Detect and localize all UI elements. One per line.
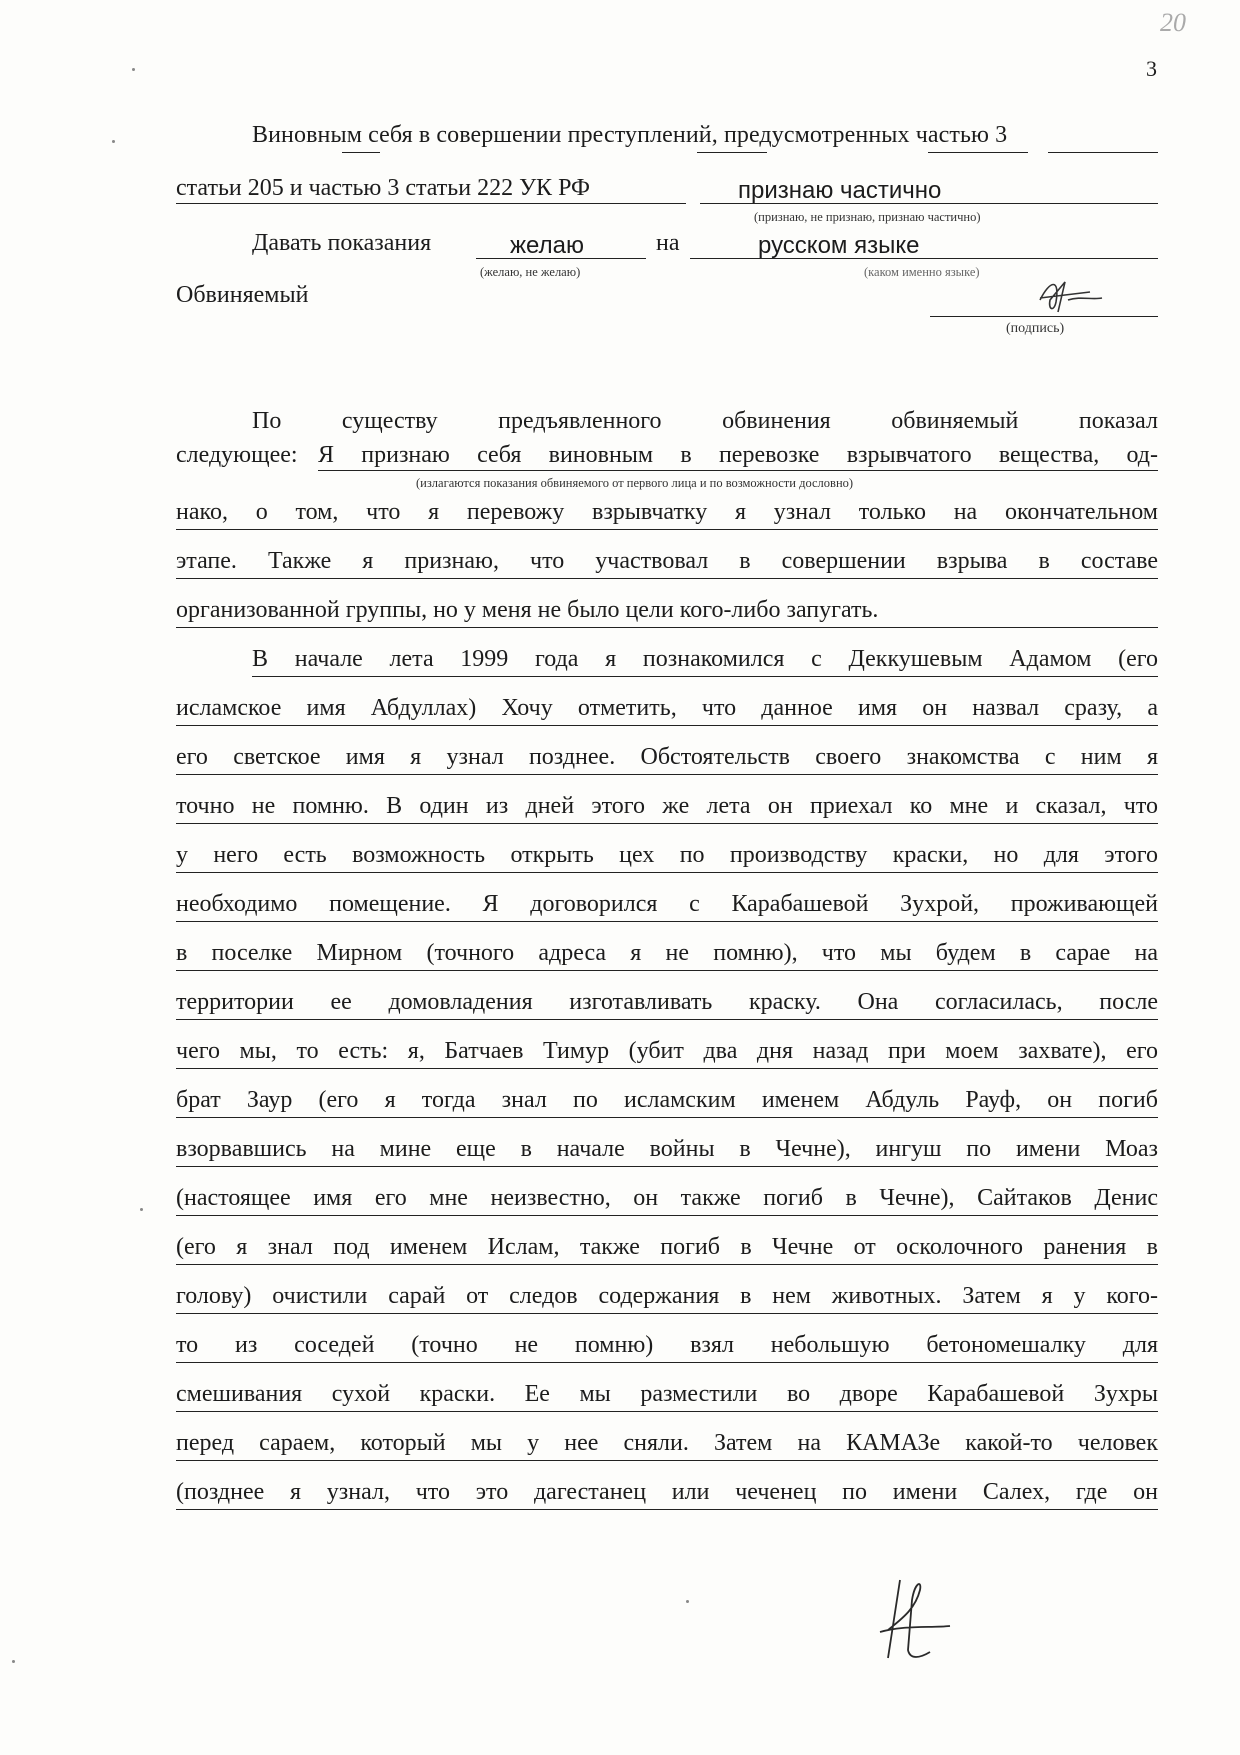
statement-line: чего мы, то есть: я, Батчаев Тимур (убит два дня назад при моем захвате), его <box>176 1038 1158 1064</box>
signature-hint: (подпись) <box>1006 321 1065 336</box>
statement-line: этапе. Также я признаю, что участвовал в совершении взрыва в составе <box>176 548 1158 574</box>
statement-intro-prefix: следующее: <box>176 442 298 468</box>
statement-intro-line-2-text: Я признаю себя виновным в перевозке взрывчатого вещества, од- <box>318 442 1158 468</box>
willing-hint: (желаю, не желаю) <box>480 265 581 279</box>
corner-mark: 20 <box>1160 8 1186 37</box>
statement-line: точно не помню. В один из дней этого же лета он приехал ко мне и сказал, что <box>176 793 1158 819</box>
on-label: на <box>656 230 680 256</box>
statement-line: перед сараем, который мы у нее сняли. Затем на КАМАЗе какой-то человек <box>176 1430 1158 1456</box>
statement-intro-line-1 <box>252 408 1158 435</box>
plea-hint: (признаю, не признаю, признаю частично) <box>754 210 981 224</box>
accused-label: Обвиняемый <box>176 282 309 308</box>
statement-line: нако, о том, что я перевожу взрывчатку я узнал только на окончательном <box>176 499 1158 525</box>
statement-line: его светское имя я узнал позднее. Обстоятельств своего знакомства с ним я <box>176 744 1158 770</box>
statement-line: (позднее я узнал, что это дагестанец или чеченец по имени Салех, где он <box>176 1479 1158 1505</box>
guilt-line-1: Виновным себя в совершении преступлений, предусмотренных частью 3 <box>252 122 1008 148</box>
statement-line: брат Заур (его я тогда знал по исламским именем Абдуль Рауф, он погиб <box>176 1087 1158 1113</box>
signature-mark-bottom <box>860 1570 970 1670</box>
plea-value: признаю частично <box>738 177 942 204</box>
statement-line: голову) очистили сарай от следов содержания в нем животных. Затем я у кого- <box>176 1283 1158 1309</box>
page-number: 3 <box>1146 56 1157 81</box>
statement-line: (настоящее имя его мне неизвестно, он также погиб в Чечне), Сайтаков Денис <box>176 1185 1158 1211</box>
statement-line: (его я знал под именем Ислам, также погиб в Чечне от осколочного ранения в <box>176 1234 1158 1260</box>
statement-line: смешивания сухой краски. Ее мы разместили во дворе Карабашевой Зухры <box>176 1381 1158 1407</box>
language-hint: (каком именно языке) <box>864 265 980 279</box>
statement-intro-line-2 <box>318 442 1158 469</box>
statement-line: необходимо помещение. Я договорился с Карабашевой Зухрой, проживающей <box>176 891 1158 917</box>
statement-line: В начале лета 1999 года я познакомился с Деккушевым Адамом (его <box>252 646 1158 672</box>
guilt-line-2-prefix: статьи 205 и частью 3 статьи 222 УК РФ <box>176 175 590 201</box>
testimony-label: Давать показания <box>252 230 432 256</box>
statement-line: исламское имя Абдуллах) Хочу отметить, что данное имя он назвал сразу, а <box>176 695 1158 721</box>
statement-line: территории ее домовладения изготавливать краску. Она согласилась, после <box>176 989 1158 1015</box>
statement-line: в поселке Мирном (точного адреса я не помню), что мы будем в сарае на <box>176 940 1158 966</box>
statement-hint: (излагаются показания обвиняемого от первого лица и по возможности дословно) <box>416 476 854 490</box>
statement-line: организованной группы, но у меня не было цели кого-либо запугать. <box>176 595 1158 625</box>
statement-line: взорвавшись на мине еще в начале войны в Чечне), ингуш по имени Моаз <box>176 1136 1158 1162</box>
statement-line: у него есть возможность открыть цех по производству краски, но для этого <box>176 842 1158 868</box>
willing-value: желаю <box>510 232 584 259</box>
language-value: русском языке <box>758 232 920 259</box>
signature-mark-top <box>1020 270 1120 320</box>
statement-line: то из соседей (точно не помню) взял небольшую бетономешалку для <box>176 1332 1158 1358</box>
statement-intro-text: По существу предъявленного обвинения обвиняемый показал <box>252 408 1158 434</box>
